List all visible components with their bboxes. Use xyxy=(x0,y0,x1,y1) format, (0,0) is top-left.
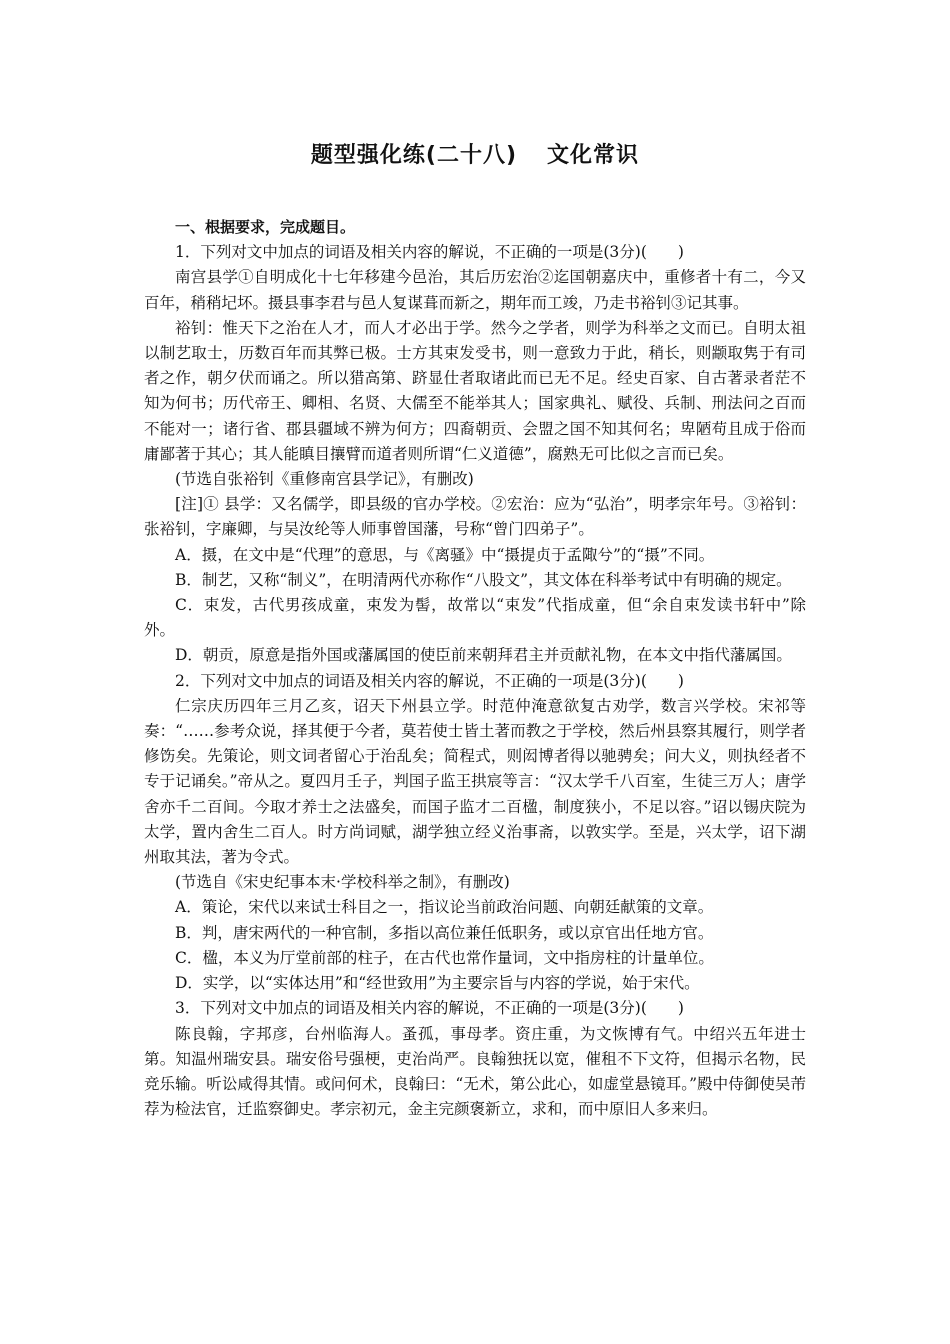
q1-option-c: C．束发，古代男孩成童，束发为髻，故常以“束发”代指成童，但“余自束发读书轩中”除外。 xyxy=(144,596,806,640)
q1-passage-2: 裕钊：惟天下之治在人才，而人才必出于学。然今之学者，则学为科举之文而已。自明太祖以制艺取士，历数百年而其弊已极。士方其束发受书，则一意致力于此，稍长，则颛取隽于有司者之作，朝夕伏而诵之。所以猎高第、跻显仕者取诸此而已无不足。经史百家、自古著录者茫不知为何书；历代帝王、卿相、名贤、大儒至不能举其人；国家典礼、赋役、兵制、刑法问之百而不能对一；诸行省、郡县疆域不辨为何方；四裔朝贡、会盟之国不知其何名；卑陋苟且成于俗而庸鄙著于其心；其人能瞋目攘臂而道者则所谓“仁义道德”，腐熟无可比似之言而已矣。 xyxy=(144,318,806,463)
q2-passage-1: 仁宗庆历四年三月乙亥，诏天下州县立学。时范仲淹意欲复古劝学，数言兴学校。宋祁等奏：“……参考众说，择其便于今者，莫若使士皆土著而教之于学校，然后州县察其履行，则学者修饬矣。先策论，则文词者留心于治乱矣；简程式，则闳博者得以驰骋矣；问大义，则执经者不专于记诵矣。”帝从之。夏四月壬子，判国子监王拱宸等言：“汉太学千八百室，生徒三万人；唐学舍亦千二百间。今取才养士之法盛矣，而国子监才二百楹，制度狭小，不足以容。”诏以锡庆院为太学，置内舍生二百人。时方尚词赋，湖学独立经义治事斋，以敦实学。至是，兴太学，诏下湖州取其法，著为令式。 xyxy=(144,696,806,867)
q1-note: [注]① 县学：又名儒学，即县级的官办学校。②宏治：应为“弘治”，明孝宗年号。③裕钊：张裕钊，字廉卿，与吴汝纶等人师事曾国藩，号称“曾门四弟子”。 xyxy=(144,495,806,539)
question-2-stem: 2．下列对文中加点的词语及相关内容的解说，不正确的一项是(3分)( ) xyxy=(175,671,684,690)
document-page xyxy=(144,138,806,1122)
q2-option-c: C．楹，本义为厅堂前部的柱子，在古代也常作量词，文中指房柱的计量单位。 xyxy=(175,948,714,967)
section-heading: 一、根据要求，完成题目。 xyxy=(175,218,356,236)
page-title xyxy=(144,138,806,169)
q1-option-d: D．朝贡，原意是指外国或藩属国的使臣前来朝拜君主并贡献礼物，在本文中指代藩属国。 xyxy=(175,646,792,665)
q1-option-a: A．摄，在文中是“代理”的意思，与《离骚》中“摄提贞于孟陬兮”的“摄”不同。 xyxy=(175,545,715,564)
q1-source: (节选自张裕钊《重修南宫县学记》，有删改) xyxy=(175,470,474,489)
title-main: 题型强化练(二十八) xyxy=(310,143,518,168)
title-sub: 文化常识 xyxy=(547,143,640,168)
q1-option-b: B．制艺，又称“制义”，在明清两代亦称作“八股文”，其文体在科举考试中有明确的规定。 xyxy=(175,570,792,589)
question-3-stem: 3．下列对文中加点的词语及相关内容的解说，不正确的一项是(3分)( ) xyxy=(175,999,684,1018)
q2-option-a: A．策论，宋代以来试士科目之一，指议论当前政治问题、向朝廷献策的文章。 xyxy=(175,898,714,917)
question-1-stem: 1．下列对文中加点的词语及相关内容的解说，不正确的一项是(3分)( ) xyxy=(175,243,684,262)
q1-passage-1: 南宫县学①自明成化十七年移建今邑治，其后历宏治②迄国朝嘉庆中，重修者十有二，今又百年，稍稍圮坏。摄县事李君与邑人复谋葺而新之，期年而工竣，乃走书裕钊③记其事。 xyxy=(144,268,806,312)
q2-option-d: D．实学，以“实体达用”和“经世致用”为主要宗旨与内容的学说，始于宋代。 xyxy=(175,974,700,993)
q2-source: (节选自《宋史纪事本末·学校科举之制》，有删改) xyxy=(175,873,510,892)
q2-option-b: B．判，唐宋两代的一种官制，多指以高位兼任低职务，或以京官出任地方官。 xyxy=(175,923,714,942)
q3-passage-1: 陈良翰，字邦彦，台州临海人。蚤孤，事母孝。资庄重，为文恢博有气。中绍兴五年进士第。知温州瑞安县。瑞安俗号强梗，吏治尚严。良翰独抚以宽，催租不下文符，但揭示名物，民竞乐输。听讼咸得其情。或问何术，良翰曰：“无术，第公此心，如虚堂悬镜耳。”殿中侍御使吴芾荐为检法官，迁监察御史。孝宗初元，金主完颜褒新立，求和，而中原旧人多来归。 xyxy=(144,1024,806,1119)
